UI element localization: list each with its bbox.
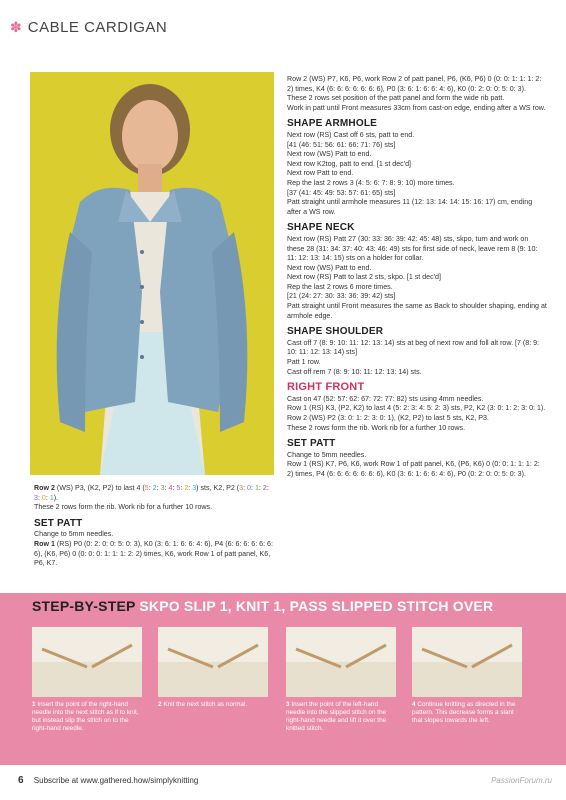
left-column (34, 484, 274, 569)
armhole-line: Next row (RS) Cast off 6 sts, patt to end. (287, 130, 415, 139)
step-text: Knit the next stitch as normal. (163, 701, 248, 708)
size-value: 1 (49, 493, 54, 502)
neck-line: Rep the last 2 rows 6 more times. (287, 282, 393, 291)
row-text: (WS) P3, (K2, P2) to last 4 ( (54, 484, 145, 492)
armhole-line: Next row K2tog, patt to end. [1 st dec'd] (287, 159, 411, 168)
shoulder-line: Patt 1 row. (287, 358, 321, 367)
step-caption (412, 701, 522, 725)
shoulder-line: Cast off 7 (8: 9: 10: 11: 12: 13: 14) sts at beg of next row and foll alt row. [7 (8: 9: 10: 11: 12: 13: 14) sts] (287, 338, 540, 357)
step-number: 1 (32, 701, 36, 708)
neck-line: [21 (24: 27: 30: 33: 36: 39: 42) sts] (287, 292, 396, 301)
subscribe-text[interactable]: Subscribe at www.gathered.how/simplyknitting (33, 776, 199, 785)
step-card (32, 627, 142, 733)
knitting-illustration (158, 627, 268, 697)
knitting-photo (286, 627, 396, 697)
armhole-line: [37 (41: 45: 49: 53: 57: 61: 65) sts] (287, 188, 396, 197)
rib-note: These 2 rows form the rib. Work rib for a further 10 rows. (34, 503, 213, 512)
knitting-photo (158, 627, 268, 697)
right-column (287, 75, 547, 480)
size-value: 5 (176, 484, 181, 492)
step-caption (32, 701, 142, 733)
size-value: 0 (247, 484, 251, 492)
row-text: ). (53, 493, 59, 502)
size-value: 3 (192, 484, 197, 492)
set-patt-change: Change to 5mm needles. (34, 530, 114, 539)
size-value: 3 (34, 493, 38, 502)
armhole-line: Next row (WS) Patt to end. (287, 150, 372, 159)
size-value: 2 (152, 484, 157, 492)
armhole-heading: SHAPE ARMHOLE (287, 118, 378, 130)
step-text: Continue knitting as directed in the pattern. This decrease forms a slant that slopes towards the left. (412, 701, 516, 724)
step-card (412, 627, 522, 725)
size-value: 2 (184, 484, 189, 492)
step-by-step-title (32, 598, 493, 614)
page-title: CABLE CARDIGAN (27, 18, 168, 36)
work-patt: Work in patt until Front measures 33cm from cast-on edge, ending after a WS row. (287, 103, 546, 112)
knitting-illustration (286, 627, 396, 697)
set-patt-line: Change to 5mm needles. (287, 450, 367, 459)
armhole-line: Patt straight until armhole measures 11 (12: 13: 14: 14: 15: 16: 17) cm, ending after a WS row. (287, 198, 533, 216)
size-value: 0 (41, 493, 46, 502)
page-header (0, 16, 175, 38)
armhole-line: Rep the last 2 rows 3 (4: 5: 6: 7: 8: 9: 10) more times. (287, 178, 455, 187)
size-value: 5 (144, 484, 149, 492)
step-text: Insert the point of the right-hand needle into the next stitch as if to knit, but instead slip the stitch on to the right-hand needle. (32, 701, 139, 732)
rows-note: These 2 rows set position of the patt panel and form the wide rib patt. (287, 94, 505, 103)
step-number: 3 (286, 701, 290, 708)
neck-line: Next row (RS) Patt to last 2 sts, skpo. [1 st dec'd] (287, 273, 441, 282)
step-number: 2 (158, 701, 162, 708)
knitting-photo (32, 627, 142, 697)
size-value: 2 (262, 484, 267, 492)
right-front-line: Row 1 (RS) K3, (P2, K2) to last 4 (5: 2: 3: 4: 5: 2: 3) sts, P2, K2 (3: 0: 1: 2: 3: 0: 1). (287, 404, 546, 413)
neck-line: Next row (RS) Patt 27 (30: 33: 36: 39: 42: 45: 48) sts, skpo, turn and work on these 28 (31: 34: 37: 40: 43: 46: 49) sts for first side of neck, leave rem 8 (9: 10: 11: 12: 13: 14: 15) sts on a holder for collar. (287, 234, 538, 263)
watermark: PassionForum.ru (491, 776, 552, 785)
model-illustration (30, 72, 274, 475)
row2-paragraph: Row 2 (WS) P3, (K2, P2) to last 4 (5: 2: 3: 4: 5: 2: 3) sts, K2, P2 (3: 0: 1: 2: 3: 0: 1). (34, 484, 269, 502)
size-value: 4 (168, 484, 173, 492)
armhole-line: [41 (46: 51: 56: 61: 66: 71: 76) sts] (287, 140, 396, 149)
size-value: 3 (160, 484, 165, 492)
step-card (286, 627, 396, 733)
step-card (158, 627, 268, 709)
shoulder-heading: SHAPE SHOULDER (287, 326, 384, 338)
step-caption (286, 701, 396, 733)
size-value: 3 (239, 484, 244, 492)
right-front-line: Cast on 47 (52: 57: 62: 67: 72: 77: 82) sts using 4mm needles. (287, 394, 484, 403)
knitting-photo (412, 627, 522, 697)
right-front-line: These 2 rows form the rib. Work rib for a further 10 rows. (287, 423, 466, 432)
row-label: Row 1 (34, 539, 55, 548)
knitting-illustration (32, 627, 142, 697)
armhole-line: Next row Patt to end. (287, 169, 354, 178)
knitting-illustration (412, 627, 522, 697)
step-by-step-panel (0, 593, 566, 765)
row-label: Row 2 (34, 484, 55, 492)
row-text: ) sts, K2, P2 ( (196, 484, 240, 492)
right-front-line: Row 2 (WS) P2 (3: 0: 1: 2: 3: 0: 1), (K2, P2) to last 5 sts, K2, P3. (287, 414, 489, 422)
right-front-heading: RIGHT FRONT (287, 381, 365, 394)
set-patt-heading: SET PATT (287, 438, 336, 450)
row-text: (RS) P0 (0: 2: 0: 0: 5: 0: 3), K0 (3: 6: 1: 6: 6: 4: 6), P4 (6: 6: 6: 6: 6: 6: 6), (K6, P6) 0 (0: 0: 0: 1: 1: 1: 2: 2) times, K6, work Row 1 of patt panel, K6, P6, K7. (34, 539, 273, 568)
neck-line: Patt straight until Front measures the same as Back to shoulder shaping, ending at armhole edge. (287, 302, 547, 320)
step-by-step-label: STEP-BY-STEP (32, 598, 136, 614)
set-patt-line: Row 1 (RS) K7, P6, K6, work Row 1 of patt panel, K6, (P6, K6) 0 (0: 0: 1: 1: 1: 2: 2) times, P4 (6: 6: 6: 6: 6: 6: 6), K0 (3: 6: 1: 6: 6: 4: 6), P0 (0: 2: 0: 0: 5: 0: 3). (287, 460, 540, 478)
model-photo (30, 72, 274, 475)
step-number: 4 (412, 701, 416, 708)
row2-paragraph: Row 2 (WS) P7, K6, P6, work Row 2 of patt panel, P6, (K6, P6) 0 (0: 0: 1: 1: 1: 2: 2) times, K4 (6: 6: 6: 6: 6: 6: 6), P0 (3: 6: 1: 6: 6: 4: 6), K0 (0: 2: 0: 0: 5: 0: 3). (287, 75, 542, 93)
step-by-step-subtitle: SKPO SLIP 1, KNIT 1, PASS SLIPPED STITCH OVER (135, 598, 494, 614)
size-value: 1 (254, 484, 259, 492)
neck-line: Next row (WS) Patt to end. (287, 263, 372, 272)
neck-heading: SHAPE NECK (287, 222, 355, 234)
set-patt-heading: SET PATT (34, 517, 83, 529)
row1-paragraph (34, 540, 274, 569)
flower-icon: ✽ (10, 18, 22, 35)
step-caption (158, 701, 268, 709)
page-number: 6 (18, 775, 24, 786)
page-footer (18, 775, 198, 786)
step-text: Insert the point of the left-hand needle into the slipped stitch on the right-hand needle and lift it over the knitted stitch. (286, 701, 387, 732)
shoulder-line: Cast off rem 7 (8: 9: 10: 11: 12: 13: 14) sts. (287, 367, 422, 376)
